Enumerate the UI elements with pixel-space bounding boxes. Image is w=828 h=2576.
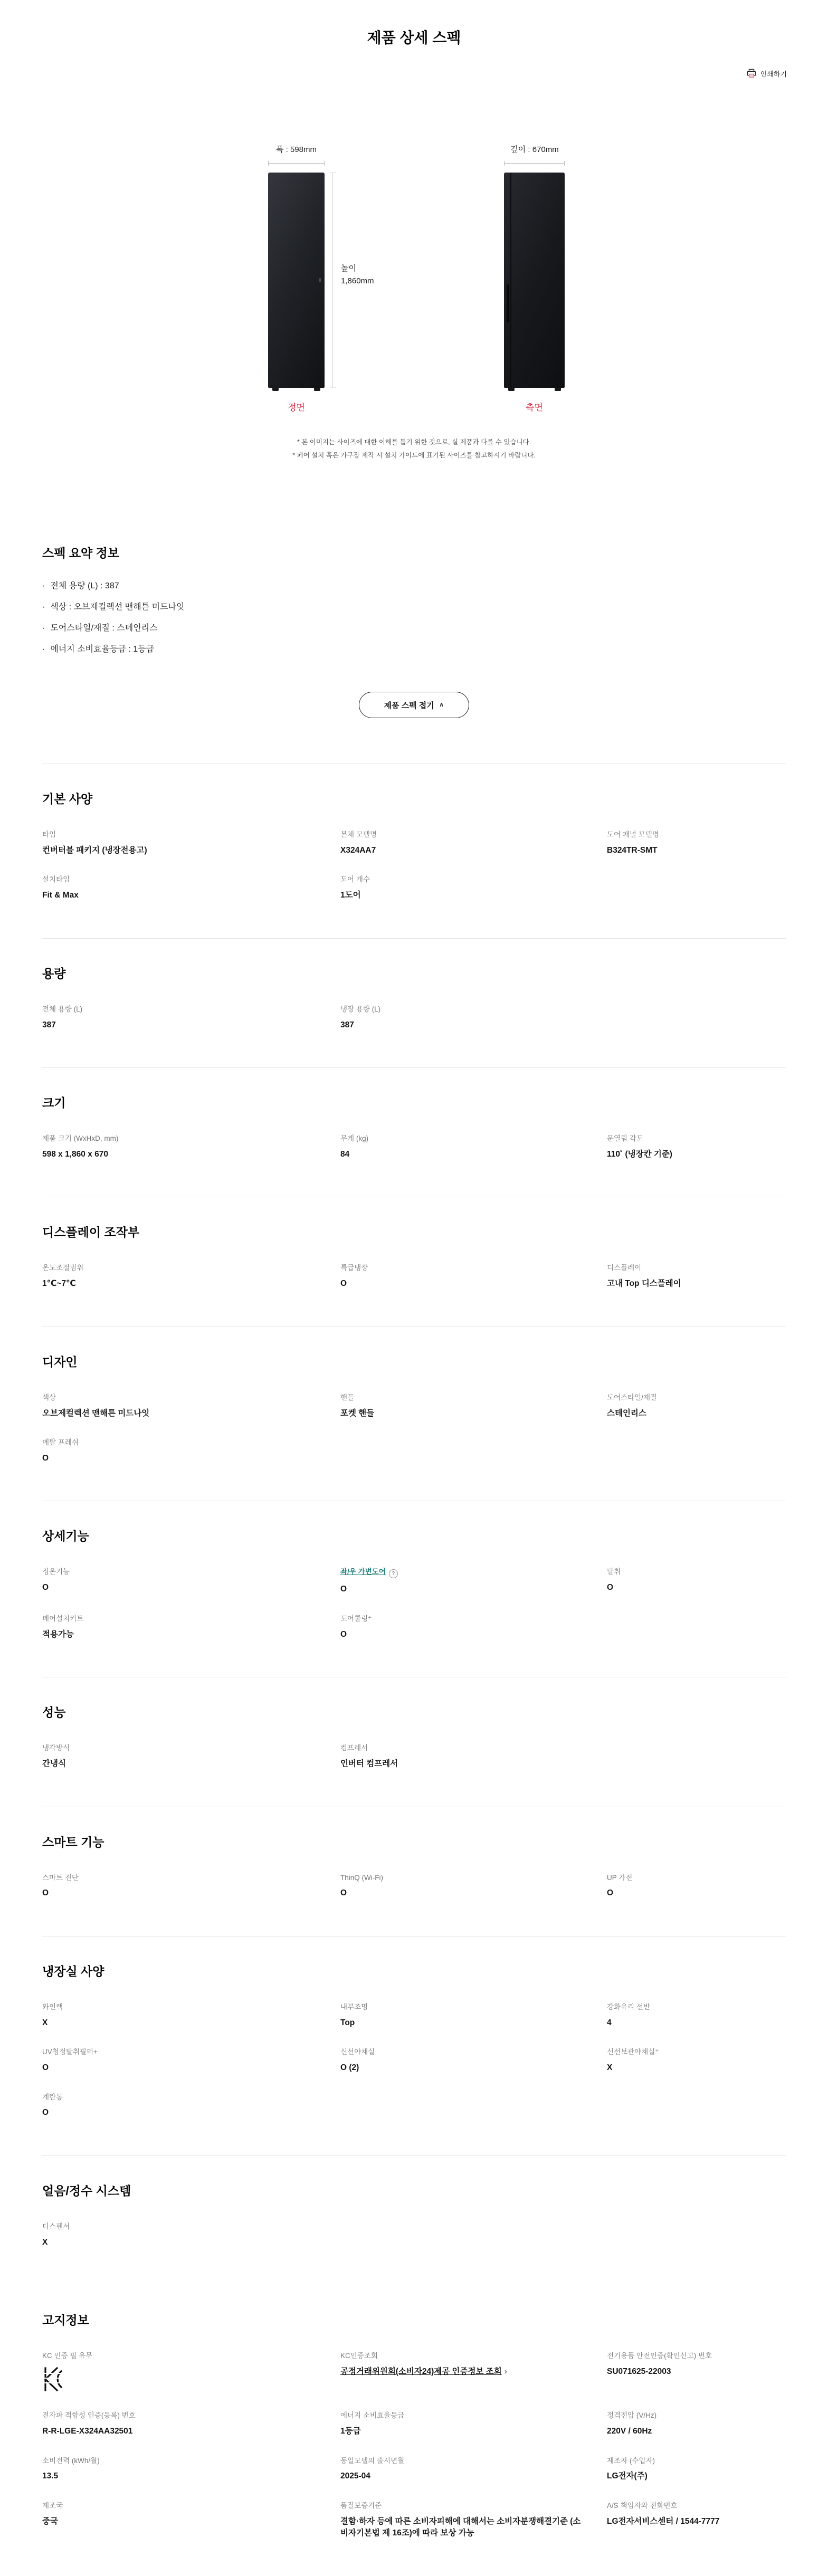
spec-label: KC인증조회 xyxy=(340,2352,378,2360)
depth-dimension-label: 깊이 : 670mm xyxy=(510,145,559,154)
spec-row xyxy=(42,1874,786,1900)
spec-label: 도어 개수 xyxy=(340,875,370,884)
spec-row xyxy=(42,831,786,856)
spec-value: O xyxy=(340,1629,347,1639)
spec-cell xyxy=(42,2222,340,2248)
spec-cell xyxy=(42,2003,340,2029)
spec-row xyxy=(42,1744,786,1770)
chevron-up-icon: ∧ xyxy=(439,701,444,708)
kc-certification-icon xyxy=(42,2366,340,2392)
spec-label: 무게 (kg) xyxy=(340,1134,369,1143)
spec-cell xyxy=(607,2457,786,2483)
spec-value: O xyxy=(42,1888,49,1898)
spec-label: 특급냉장 xyxy=(340,1264,368,1272)
spec-row xyxy=(42,1615,786,1640)
spec-row xyxy=(42,875,786,901)
spec-label: 문열림 각도 xyxy=(607,1134,643,1143)
side-view-caption: 측면 xyxy=(526,403,543,413)
summary-item: · 전체 용량 (L) : 387 xyxy=(42,576,786,597)
spec-label: 색상 xyxy=(42,1393,56,1401)
depth-measure-line xyxy=(504,163,565,164)
spec-row xyxy=(42,1394,786,1419)
spec-value: O xyxy=(607,1583,614,1592)
spec-cell xyxy=(42,875,340,901)
print-button[interactable] xyxy=(743,68,790,79)
spec-label: 디스펜서 xyxy=(42,2222,70,2230)
spec-section xyxy=(42,1677,786,1806)
spec-label: 제품 크기 (WxHxD, mm) xyxy=(42,1134,119,1143)
spec-value: X xyxy=(42,2237,48,2247)
spec-value: 2025-04 xyxy=(340,2472,370,2481)
spec-label-link[interactable]: 좌/우 가변도어 ? xyxy=(340,1568,607,1578)
spec-cell xyxy=(340,2502,607,2540)
spec-cell xyxy=(42,1134,340,1160)
spec-label: 동일모델의 출시년월 xyxy=(340,2456,405,2465)
spec-section xyxy=(42,1197,786,1326)
spec-section xyxy=(42,764,786,938)
section-heading: 크기 xyxy=(42,1096,66,1110)
spec-label: 본체 모델명 xyxy=(340,831,377,838)
spec-cell xyxy=(607,831,786,856)
spec-label: 신선보관야채실⁺ xyxy=(607,2048,659,2056)
spec-label: 도어쿨링⁺ xyxy=(340,1614,372,1623)
spec-row xyxy=(42,2048,786,2074)
spec-cell xyxy=(42,2457,340,2483)
spec-cell xyxy=(42,2093,340,2119)
spec-value: 1도어 xyxy=(340,891,361,900)
spec-cell xyxy=(340,1394,607,1419)
spec-value: 결함·하자 등에 따른 소비자피해에 대해서는 소비자분쟁해결기준 (소비자기본법 제 16조)에 따라 보상 가능 xyxy=(340,2516,581,2538)
spec-row xyxy=(42,2502,786,2540)
spec-value: 84 xyxy=(340,1149,350,1159)
spec-label: UP 가전 xyxy=(607,1873,633,1882)
spec-value: O xyxy=(42,2063,49,2073)
spec-cell xyxy=(42,1744,340,1770)
spec-row xyxy=(42,2352,786,2392)
page-title: 제품 상세 스펙 xyxy=(367,30,461,46)
spec-label: KC 인증 필 유무 xyxy=(42,2352,93,2360)
spec-row xyxy=(42,2411,786,2437)
spec-label: 메탈 프레쉬 xyxy=(42,1438,79,1447)
summary-item: · 색상 : 오브제컬렉션 맨해튼 미드나잇 xyxy=(42,597,786,618)
spec-row xyxy=(42,2457,786,2483)
print-button-label: 인쇄하기 xyxy=(760,70,787,78)
spec-row xyxy=(42,1568,786,1595)
spec-label: 핸들 xyxy=(340,1393,355,1401)
chevron-right-icon: › xyxy=(504,2367,507,2377)
spec-value: 인버터 컴프레서 xyxy=(340,1759,398,1769)
section-heading: 얼음/정수 시스템 xyxy=(42,2183,131,2198)
spec-section xyxy=(42,1501,786,1677)
spec-value: 컨버터블 패키지 (냉장전용고) xyxy=(42,845,147,855)
spec-label: 강화유리 선반 xyxy=(607,2002,650,2011)
spec-label: 에너지 소비효율등급 xyxy=(340,2411,405,2420)
spec-label: A/S 책임자와 전화번호 xyxy=(607,2501,678,2510)
spec-label: UV청정탈취필터+ xyxy=(42,2048,98,2056)
spec-label: 와인랙 xyxy=(42,2002,63,2011)
spec-cell xyxy=(607,2352,786,2392)
section-heading: 성능 xyxy=(42,1705,66,1720)
spec-value: 간냉식 xyxy=(42,1759,66,1769)
help-icon[interactable]: ? xyxy=(389,1569,398,1578)
spec-cell xyxy=(340,1568,607,1595)
spec-value: O (2) xyxy=(340,2063,359,2073)
spec-value: 387 xyxy=(42,1020,56,1029)
spec-cell xyxy=(42,2352,340,2392)
spec-cell xyxy=(340,875,607,901)
printer-icon xyxy=(746,68,757,79)
spec-label: 페어설치키트 xyxy=(42,1614,84,1623)
spec-cell xyxy=(42,1394,340,1419)
spec-row xyxy=(42,1264,786,1290)
spec-value: LG전자서비스센터 / 1544-7777 xyxy=(607,2516,720,2526)
spec-label: 디스플레이 xyxy=(607,1264,642,1272)
spec-cell xyxy=(42,1874,340,1900)
section-heading: 디스플레이 조작부 xyxy=(42,1225,140,1239)
section-heading: 디자인 xyxy=(42,1354,78,1369)
spec-cell xyxy=(42,2048,340,2074)
spec-cell xyxy=(607,1874,786,1900)
spec-label: 설치타입 xyxy=(42,875,70,884)
section-heading: 스마트 기능 xyxy=(42,1835,104,1849)
section-heading: 고지정보 xyxy=(42,2313,89,2327)
spec-label: 계란통 xyxy=(42,2093,63,2101)
spec-cell xyxy=(42,1005,340,1031)
spec-cell xyxy=(340,2411,607,2437)
section-heading: 상세기능 xyxy=(42,1529,89,1543)
spec-row xyxy=(42,2003,786,2029)
spec-cell xyxy=(42,1264,340,1290)
summary-list xyxy=(42,576,786,660)
spec-label: 스마트 진단 xyxy=(42,1873,79,1882)
spec-value: O xyxy=(42,1453,49,1463)
spec-row xyxy=(42,1134,786,1160)
spec-summary-section xyxy=(42,475,786,718)
spec-cell xyxy=(607,2411,786,2437)
summary-item: · 에너지 소비효율등급 : 1등급 xyxy=(42,639,786,660)
diagram-note: * 페어 설치 혹은 가구장 제작 시 설치 가이드에 표기된 사이즈를 참고하시기 바랍니다. xyxy=(292,452,536,459)
certification-info-link[interactable]: 공정거래위원회(소비자24)제공 인증정보 조회 xyxy=(340,2367,502,2377)
spec-section xyxy=(42,1807,786,1936)
spec-value: X xyxy=(607,2063,613,2073)
spec-cell xyxy=(607,2048,786,2074)
spec-cell xyxy=(42,2411,340,2437)
spec-cell xyxy=(42,1438,340,1464)
spec-value: O xyxy=(607,1888,614,1898)
spec-cell xyxy=(340,2003,607,2029)
spec-cell xyxy=(42,2502,340,2540)
spec-cell xyxy=(607,1394,786,1419)
spec-value: SU071625-22003 xyxy=(607,2367,671,2377)
spec-value: 598 x 1,860 x 670 xyxy=(42,1149,108,1159)
spec-section xyxy=(42,1327,786,1501)
spec-value: 1℃~7℃ xyxy=(42,1279,76,1289)
door-handle xyxy=(507,284,509,322)
spec-label: 소비전력 (kWh/월) xyxy=(42,2456,100,2465)
spec-label: 내부조명 xyxy=(340,2002,368,2011)
spec-cell xyxy=(340,1005,607,1031)
width-measure-line xyxy=(268,163,325,164)
width-dimension-label: 폭 : 598mm xyxy=(275,145,317,154)
spec-value: B324TR-SMT xyxy=(607,845,658,855)
spec-label: 냉각방식 xyxy=(42,1744,70,1752)
spec-label: 도어스타일/재질 xyxy=(607,1393,658,1401)
spec-cell xyxy=(340,2352,607,2392)
spec-value: O xyxy=(340,1279,347,1289)
spec-value: 고내 Top 디스플레이 xyxy=(607,1279,681,1289)
spec-cell xyxy=(340,1744,607,1770)
spec-row xyxy=(42,2222,786,2248)
collapse-button-label: 제품 스펙 접기 xyxy=(384,701,434,710)
spec-label: 정격전압 (V/Hz) xyxy=(607,2411,657,2420)
spec-cell xyxy=(340,2457,607,2483)
spec-cell xyxy=(607,2502,786,2540)
diagram-note: * 본 이미지는 사이즈에 대한 이해를 돕기 위한 것으로, 실 제품과 다를 수 있습니다. xyxy=(297,438,531,446)
spec-value: 1등급 xyxy=(340,2427,361,2436)
spec-value: 오브제컬렉션 맨해튼 미드나잇 xyxy=(42,1408,150,1418)
spec-label: 전기용품 안전인증(확인신고) 번호 xyxy=(607,2352,712,2360)
spec-value: 중국 xyxy=(42,2516,58,2526)
front-view-caption: 정면 xyxy=(288,403,305,413)
spec-value: 적용가능 xyxy=(42,1629,74,1639)
spec-cell xyxy=(607,1264,786,1290)
spec-value: 포켓 핸들 xyxy=(340,1408,375,1418)
section-heading: 용량 xyxy=(42,966,66,980)
spec-row xyxy=(42,2093,786,2119)
header-zone xyxy=(0,0,828,475)
spec-value: 220V / 60Hz xyxy=(607,2427,652,2436)
spec-value: 4 xyxy=(607,2018,612,2027)
spec-cell xyxy=(340,1134,607,1160)
summary-heading: 스펙 요약 정보 xyxy=(42,546,120,560)
spec-value: 110˚ (냉장칸 기준) xyxy=(607,1149,672,1159)
spec-row xyxy=(42,1438,786,1464)
spec-value: O xyxy=(42,1583,49,1592)
spec-section xyxy=(42,2285,786,2575)
spec-cell xyxy=(340,1615,607,1640)
spec-cell xyxy=(607,1134,786,1160)
spec-label: 탈취 xyxy=(607,1568,621,1576)
spec-cell xyxy=(607,1568,786,1595)
spec-value: O xyxy=(42,2108,49,2117)
spec-label: 제조국 xyxy=(42,2501,63,2510)
spec-value: X xyxy=(42,2018,48,2027)
spec-value: O xyxy=(340,1888,347,1898)
collapse-spec-button[interactable] xyxy=(359,692,469,718)
spec-section xyxy=(42,1936,786,2155)
spec-row xyxy=(42,1005,786,1031)
spec-value: Fit & Max xyxy=(42,891,79,900)
spec-value: X324AA7 xyxy=(340,845,376,855)
spec-cell xyxy=(42,1615,340,1640)
spec-value: 387 xyxy=(340,1020,354,1029)
spec-cell xyxy=(340,2048,607,2074)
product-image-front xyxy=(268,173,325,388)
summary-item: · 도어스타일/재질 : 스테인리스 xyxy=(42,618,786,639)
spec-label: 타입 xyxy=(42,831,56,838)
height-measure-line xyxy=(332,173,333,388)
spec-section xyxy=(42,938,786,1067)
spec-cell xyxy=(42,831,340,856)
spec-label: 컴프레서 xyxy=(340,1744,368,1752)
spec-sections xyxy=(42,764,786,2576)
spec-label: 정온기능 xyxy=(42,1568,70,1576)
section-heading: 냉장실 사양 xyxy=(42,1964,104,1978)
spec-label: ThinQ (Wi-Fi) xyxy=(340,1873,383,1882)
spec-label: 제조자 (수입자) xyxy=(607,2456,655,2465)
spec-cell xyxy=(340,831,607,856)
spec-label: 전자파 적합성 인증(등록) 번호 xyxy=(42,2411,136,2420)
height-dimension-label: 높이 1,860mm xyxy=(341,264,374,285)
spec-section xyxy=(42,2155,786,2285)
product-image-side xyxy=(504,173,565,388)
spec-label: 온도조절범위 xyxy=(42,1264,84,1272)
spec-label: 품질보증기준 xyxy=(340,2501,382,2510)
spec-cell xyxy=(607,2003,786,2029)
spec-cell xyxy=(340,1264,607,1290)
section-heading: 기본 사양 xyxy=(42,792,93,806)
spec-label: 전체 용량 (L) xyxy=(42,1005,83,1013)
spec-value: O xyxy=(340,1585,347,1594)
spec-value: R-R-LGE-X324AA32501 xyxy=(42,2427,133,2436)
spec-label: 도어 패널 모델명 xyxy=(607,831,659,838)
spec-cell xyxy=(42,1568,340,1595)
spec-section xyxy=(42,1067,786,1197)
spec-value: Top xyxy=(340,2018,355,2027)
spec-label: 냉장 용량 (L) xyxy=(340,1005,381,1013)
spec-value: 13.5 xyxy=(42,2472,59,2481)
spec-label: 신선야채실 xyxy=(340,2048,375,2056)
spec-cell xyxy=(340,1874,607,1900)
spec-value: LG전자(주) xyxy=(607,2472,648,2481)
spec-value: 스테인리스 xyxy=(607,1408,646,1418)
